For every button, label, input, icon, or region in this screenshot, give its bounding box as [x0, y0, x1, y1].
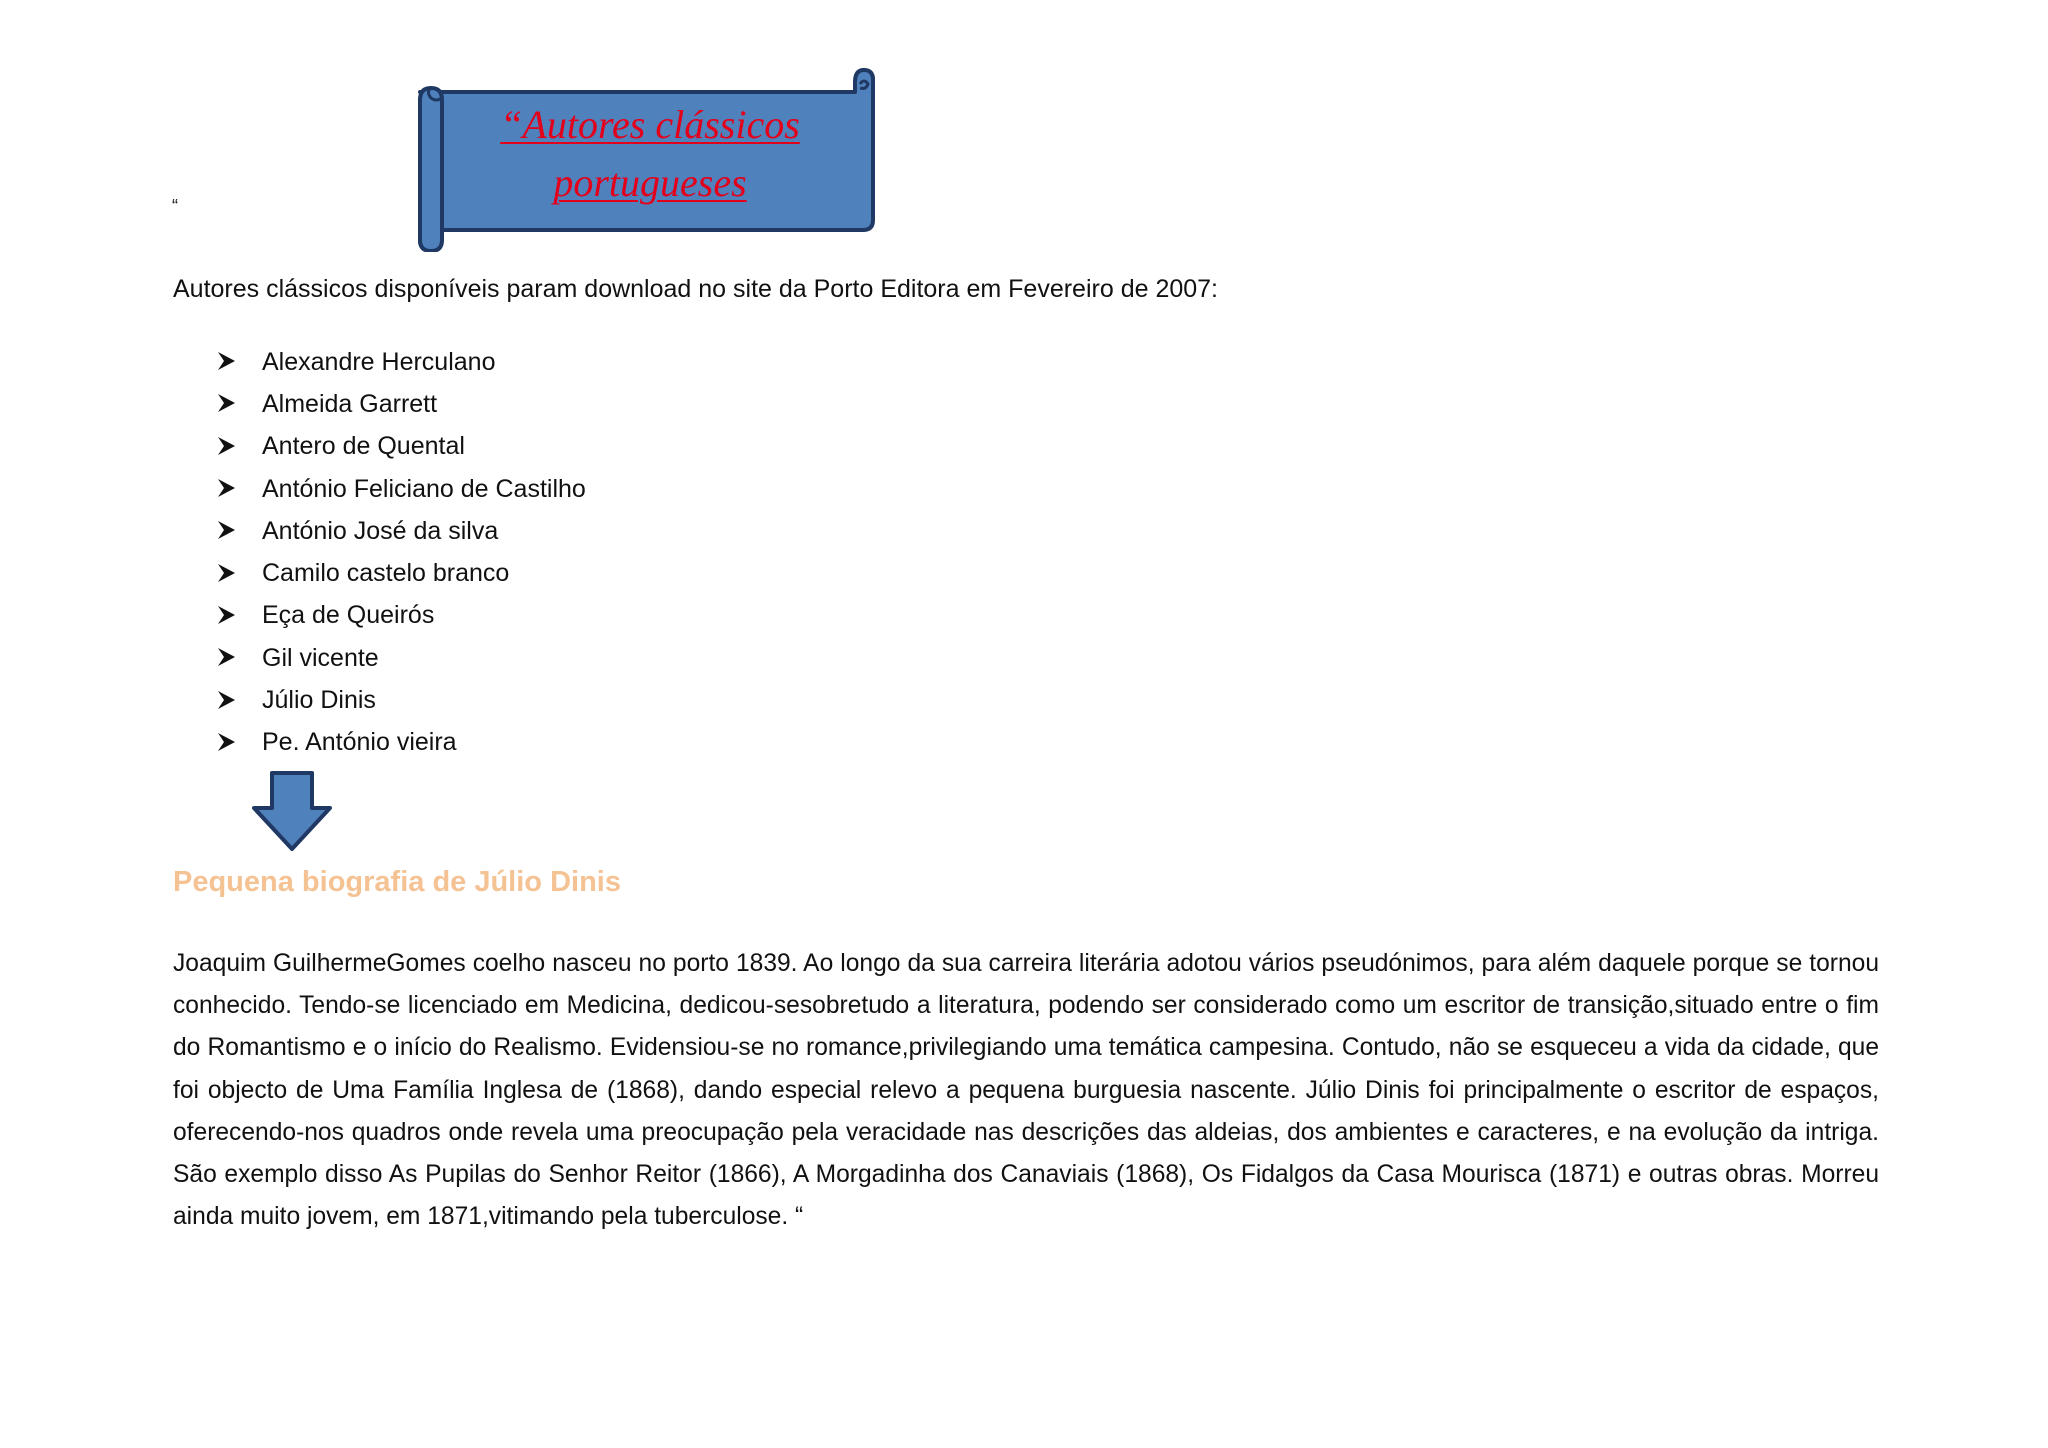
arrowhead-bullet-icon — [216, 519, 262, 543]
banner-title — [450, 96, 850, 212]
scroll-banner — [400, 60, 880, 252]
author-list — [216, 341, 586, 764]
list-item — [216, 510, 586, 552]
author-name: Alexandre Herculano — [262, 347, 496, 376]
author-name: Antero de Quental — [262, 432, 465, 461]
list-item — [216, 722, 586, 764]
arrowhead-bullet-icon — [216, 392, 262, 416]
opening-quote: “ — [172, 196, 178, 216]
author-name: Júlio Dinis — [262, 686, 376, 715]
author-name: António José da silva — [262, 516, 499, 545]
list-item — [216, 552, 586, 594]
arrowhead-bullet-icon — [216, 604, 262, 628]
list-item — [216, 679, 586, 721]
list-item — [216, 595, 586, 637]
banner-title-line1: “Autores clássicos — [500, 102, 800, 147]
arrowhead-bullet-icon — [216, 562, 262, 586]
author-name: Almeida Garrett — [262, 389, 438, 418]
bio-paragraph: Joaquim GuilhermeGomes coelho nasceu no porto 1839. Ao longo da sua carreira literária adotou vários pseudónimos, para além daquele porque se tornou conhecido. Tendo-se licenciado em Medicina, dedicou-sesobretudo a literatura, podendo ser considerado como um escritor de transição,situado entre o fim do Romantismo e o início do Realismo. Evidensiou-se no romance,privilegiando uma temática campesina. Contudo, não se esqueceu a vida da cidade, que foi objecto de Uma Família Inglesa de (1868), dando especial relevo a pequena burguesia nascente. Júlio Dinis foi principalmente o escritor de espaços, oferecendo-nos quadros onde revela uma preocupação pela veracidade nas descrições das aldeias, dos ambientes e caracteres, e na evolução da intriga. São exemplo disso As Pupilas do Senhor Reitor (1866), A Morgadinha dos Canaviais (1868), Os Fidalgos da Casa Mourisca (1871) e outras obras. Morreu ainda muito jovem, em 1871,vitimando pela tuberculose. “ — [173, 950, 1879, 1231]
down-arrow-icon — [250, 770, 334, 857]
arrowhead-bullet-icon — [216, 477, 262, 501]
banner-title-line2: portugueses — [553, 160, 747, 205]
list-item — [216, 637, 586, 679]
arrowhead-bullet-icon — [216, 435, 262, 459]
author-name: Eça de Queirós — [262, 601, 435, 630]
arrowhead-bullet-icon — [216, 646, 262, 670]
list-item — [216, 468, 586, 510]
arrowhead-bullet-icon — [216, 689, 262, 713]
author-name: António Feliciano de Castilho — [262, 474, 586, 503]
bio-heading: Pequena biografia de Júlio Dinis — [173, 866, 621, 898]
author-name: Gil vicente — [262, 643, 379, 672]
author-name: Pe. António vieira — [262, 728, 457, 757]
arrowhead-bullet-icon — [216, 350, 262, 374]
author-name: Camilo castelo branco — [262, 559, 510, 588]
arrowhead-bullet-icon — [216, 731, 262, 755]
list-item — [216, 341, 586, 383]
list-item — [216, 426, 586, 468]
list-item — [216, 383, 586, 425]
intro-paragraph: Autores clássicos disponíveis param download no site da Porto Editora em Fevereiro de 2007: — [173, 275, 1219, 303]
